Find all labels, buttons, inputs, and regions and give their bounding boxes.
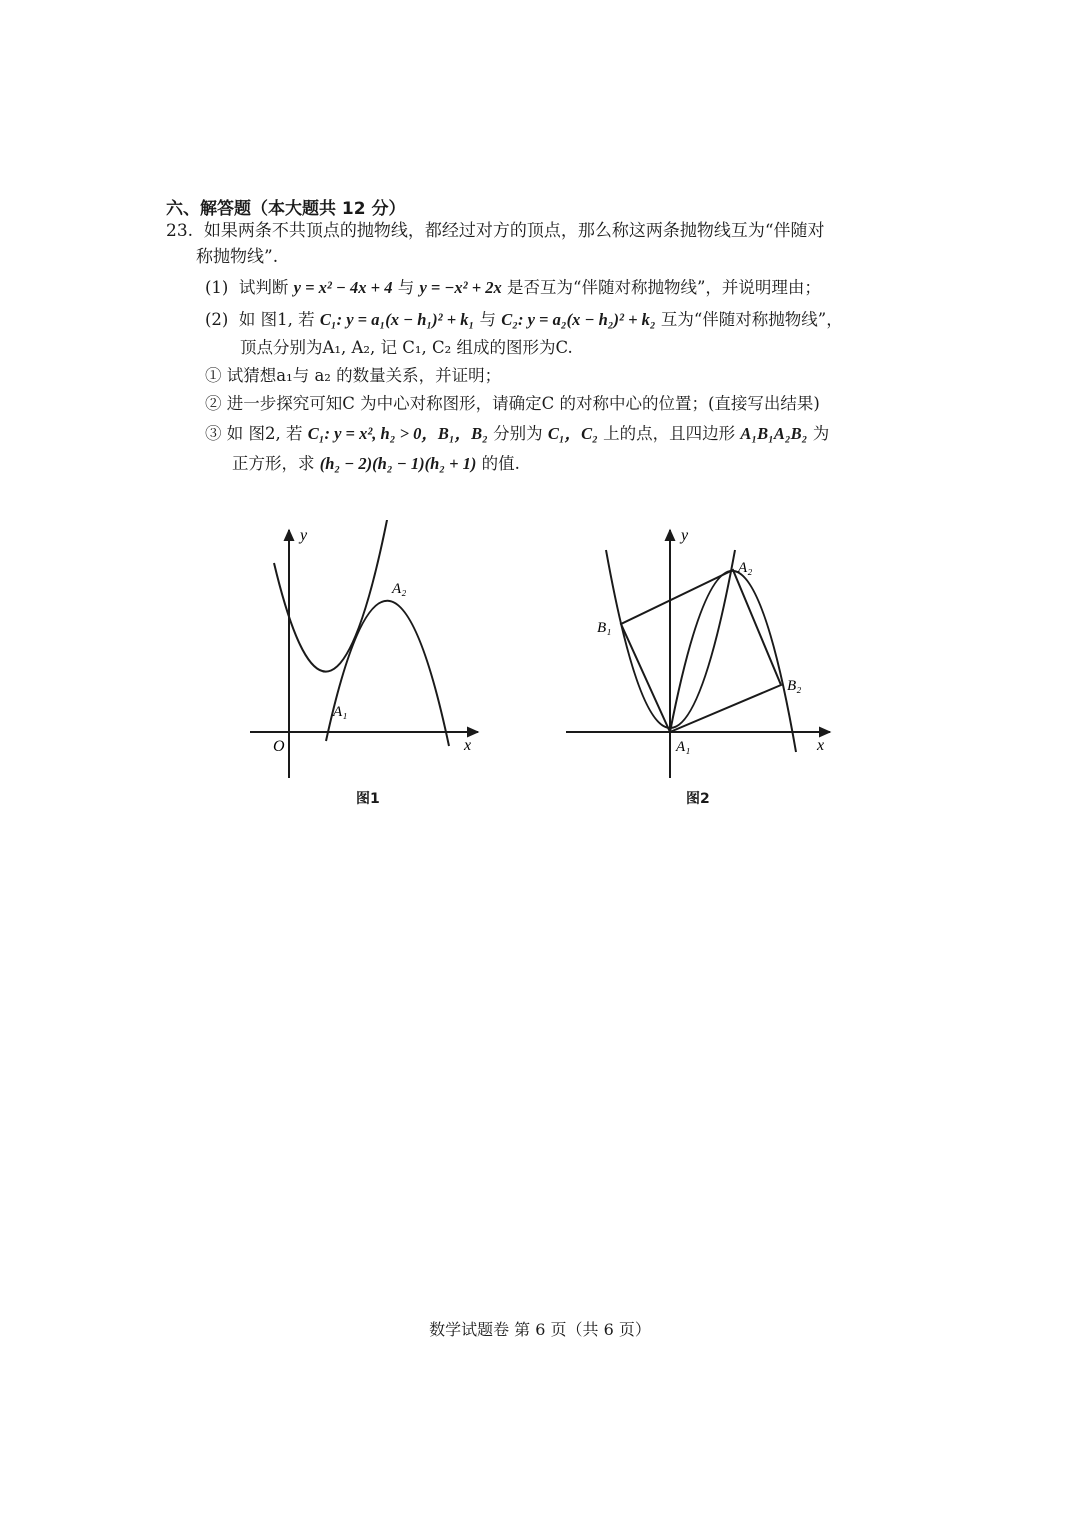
page-footer: 数学试题卷 第 6 页（共 6 页） — [429, 1320, 651, 1339]
part1-text-b: 与 — [397, 278, 415, 297]
fig2-label-a1: A₁ — [676, 739, 691, 755]
part1-line — [205, 274, 821, 298]
part1-text-a: 试判断 — [238, 278, 289, 297]
part1-equation-1: y = x² − 4x + 4 — [293, 278, 393, 297]
part1-label: (1) — [205, 278, 229, 297]
part1-equation-2: y = −x² + 2x — [419, 278, 502, 297]
question-intro-line1: 如果两条不共顶点的抛物线，都经过对方的顶点，那么称这两条抛物线互为“伴随对 — [203, 221, 825, 241]
sub3-equation-4: (h₂ − 2)(h₂ − 1)(h₂ + 1) — [319, 454, 477, 473]
sub3-text-a: ③ 如 图2, 若 — [205, 424, 303, 443]
sub3-text-d: 为 — [812, 424, 830, 443]
question-intro-line2: 称抛物线”. — [196, 247, 279, 267]
figure-2 — [560, 520, 840, 790]
figure-1-caption: 图1 — [356, 791, 380, 807]
fig2-label-b2: B₂ — [787, 678, 802, 694]
fig1-label-x: x — [464, 737, 472, 754]
fig1-parabola-c2 — [326, 601, 449, 746]
fig2-label-y: y — [681, 527, 689, 544]
part2-line1 — [205, 306, 843, 330]
question-intro — [166, 218, 916, 244]
figure-2-caption: 图2 — [686, 791, 710, 807]
part2-line2: 顶点分别为A₁, A₂, 记 C₁, C₂ 组成的图形为C. — [240, 338, 573, 357]
sub3-equation-2: C₁，C₂ — [547, 424, 598, 443]
sub3-line2-a: 正方形，求 — [232, 454, 315, 473]
sub3-equation-3: A₁B₁A₂B₂ — [740, 424, 808, 443]
sub-question-1: ① 试猜想a₁与 a₂ 的数量关系，并证明； — [205, 366, 502, 385]
fig2-label-a2: A₂ — [738, 560, 753, 576]
fig2-square — [621, 570, 781, 732]
fig2-label-b1: B₁ — [597, 620, 612, 636]
fig1-label-a2: A₂ — [392, 581, 407, 597]
fig1-parabola-c1 — [274, 520, 388, 672]
section-title: 六、解答题（本大题共 12 分） — [166, 199, 406, 219]
part1-text-c: 是否互为“伴随对称抛物线”，并说明理由； — [507, 278, 821, 297]
sub3-text-b: 分别为 — [493, 424, 543, 443]
sub-question-3-line2 — [232, 450, 520, 474]
part2-text-b: 与 — [479, 310, 496, 329]
part2-text-a: 如 图1, 若 — [238, 310, 315, 329]
question-number: 23. — [166, 221, 194, 241]
sub3-line2-b: 的值. — [481, 454, 520, 473]
figure-1 — [240, 520, 490, 790]
part2-equation-1: C₁: y = a₁(x − h₁)² + k₁ — [319, 310, 475, 329]
sub3-equation-1: C₁: y = x², h₂ > 0，B₁，B₂ — [307, 424, 488, 443]
sub-question-2: ② 进一步探究可知C 为中心对称图形，请确定C 的对称中心的位置；(直接写出结果) — [205, 394, 820, 413]
part2-text-c: 互为“伴随对称抛物线”， — [660, 310, 843, 329]
part2-equation-2: C₂: y = a₂(x − h₂)² + k₂ — [501, 310, 656, 329]
fig2-label-x: x — [817, 737, 825, 754]
sub3-text-c: 上的点，且四边形 — [603, 424, 736, 443]
fig1-label-y: y — [300, 527, 308, 544]
sub-question-3-line1 — [205, 420, 829, 444]
fig1-label-origin: O — [273, 738, 285, 755]
fig1-label-a1: A₁ — [333, 704, 348, 720]
part2-label: (2) — [205, 310, 229, 329]
